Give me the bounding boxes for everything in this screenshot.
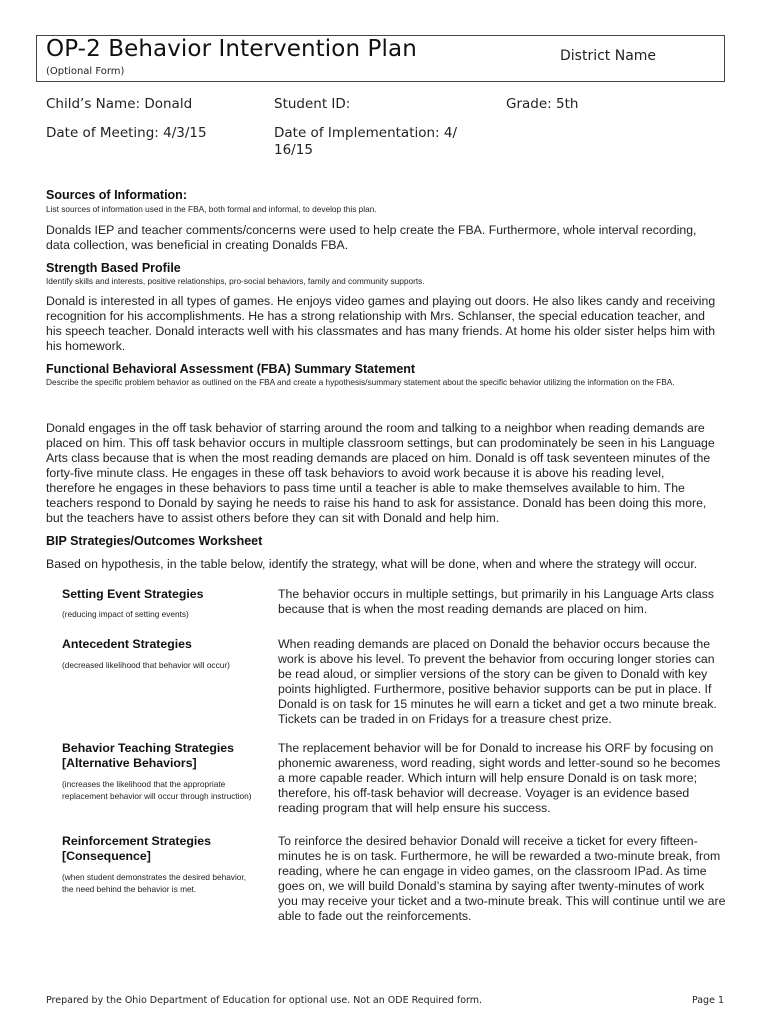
strength-text: Donald is interested in all types of games. He enjoys video games and playing out doors. He also likes candy and receiving recognition for his accomplishments. He has a strong relationship with Mrs. Schlanser, the special education teacher, and his speech teacher. Donald interacts well with his classmates and has many friends. At home his older sister helps him with his homework.	[46, 294, 716, 353]
sources-text: Donalds IEP and teacher comments/concerns were used to help create the FBA. Furthermore, whole interval recording, data collection, was beneficial in creating Donalds FBA.	[46, 223, 697, 252]
grade-field: Grade: 5th	[506, 96, 579, 112]
setting-event-strategies-label: Setting Event Strategies	[62, 587, 204, 601]
strength-note: Identify skills and interests, positive relationships, pro-social behaviors, family and community supports.	[46, 276, 425, 286]
behavior-teaching-strategies-note: (increases the likelihood that the appropriate replacement behavior will occur through instruction)	[62, 779, 252, 801]
meeting-date-field: Date of Meeting: 4/3/15	[46, 125, 207, 141]
reinforcement-strategies-text: To reinforce the desired behavior Donald will receive a ticket for every fifteen-minutes he is on task. Furthermore, he will be rewarded a two-minute break, from reading, where he can engage in video games, on the classroom IPad. As time goes on, we will build Donald’s stamina by saying after twenty-minutes of work you may receive your ticket and a two-minute break. This will continue until we are able to fade out the reinforcements.	[278, 834, 726, 923]
behavior-teaching-strategies-label: Behavior Teaching Strategies [Alternative Behaviors]	[62, 741, 234, 770]
implementation-date-field	[274, 125, 457, 159]
form-header	[36, 35, 725, 82]
reinforcement-strategies-note: (when student demonstrates the desired behavior, the need behind the behavior is met.	[62, 872, 247, 894]
implementation-date-line1: Date of Implementation: 4/	[274, 125, 458, 141]
bip-heading: BIP Strategies/Outcomes Worksheet	[46, 534, 263, 548]
bip-intro: Based on hypothesis, in the table below, identify the strategy, what will be done, when and where the strategy will occur.	[46, 557, 698, 571]
implementation-date-line2: 16/15	[274, 142, 313, 158]
student-id-field: Student ID:	[274, 96, 351, 112]
child-name-field: Child’s Name: Donald	[46, 96, 193, 112]
district-name: District Name	[560, 48, 657, 64]
form-subtitle: (Optional Form)	[46, 66, 125, 77]
setting-event-strategies-text: The behavior occurs in multiple settings, but primarily in his Language Arts class because that is when the most reading demands are placed on him.	[278, 587, 715, 616]
form-title: OP-2 Behavior Intervention Plan	[46, 36, 417, 62]
fba-note: Describe the specific problem behavior as outlined on the FBA and create a hypothesis/summary statement about the specific behavior utilizing the information on the FBA.	[46, 377, 675, 387]
sources-note: List sources of information used in the FBA, both formal and informal, to develop this plan.	[46, 204, 377, 214]
footer-note: Prepared by the Ohio Department of Education for optional use. Not an ODE Required form.	[46, 995, 483, 1006]
antecedent-strategies-label: Antecedent Strategies	[62, 637, 192, 651]
antecedent-strategies-text: When reading demands are placed on Donald the behavior occurs because the work is above his level. To prevent the behavior from occuring longer stories can be read aloud, or simplier versions of the story can be given to Donald with key points highligted. Furthermore, positive behavior supports can be put in place. If Donald is on task for 15 minutes he will earn a ticket and get a two minute break. Tickets can be traded in on Fridays for a treasure chest prize.	[278, 637, 717, 726]
sources-heading: Sources of Information:	[46, 188, 187, 202]
antecedent-strategies-note: (decreased likelihood that behavior will occur)	[62, 660, 230, 670]
setting-event-strategies-note: (reducing impact of setting events)	[62, 609, 189, 619]
fba-text: Donald engages in the off task behavior of starring around the room and talking to a neighbor when reading demands are placed on him. This off task behavior occurs in multiple classroom settings, but can prodominately be seen in his Language Arts class because that is when the most reading demands are placed on him. Donald is off task seventeen minutes of the forty-five minute class. He engages in these off task behaviors to avoid work because it is above his reading level, therefore he engages in these behaviors to pass time until a teacher is able to make themselves available to him. The teachers respond to Donald by saying he needs to raise his hand to ask for assistance. Donald has been doing this more, but the teachers have to assist others before they can sit with Donald and help him.	[46, 421, 715, 525]
behavior-teaching-strategies-text: The replacement behavior will be for Donald to increase his ORF by focusing on phonemic awareness, word reading, sight words and letter-sound so he becomes a more capable reader. Which inturn will help ensure Donald is on task more; therefore, his off-task behavior will decrease. Voyager is an evidence based reading program that will help ensure his success.	[278, 741, 721, 815]
strength-heading: Strength Based Profile	[46, 261, 181, 275]
fba-heading: Functional Behavioral Assessment (FBA) Summary Statement	[46, 362, 416, 376]
page-number: Page 1	[691, 995, 724, 1006]
reinforcement-strategies-label: Reinforcement Strategies [Consequence]	[62, 834, 211, 863]
